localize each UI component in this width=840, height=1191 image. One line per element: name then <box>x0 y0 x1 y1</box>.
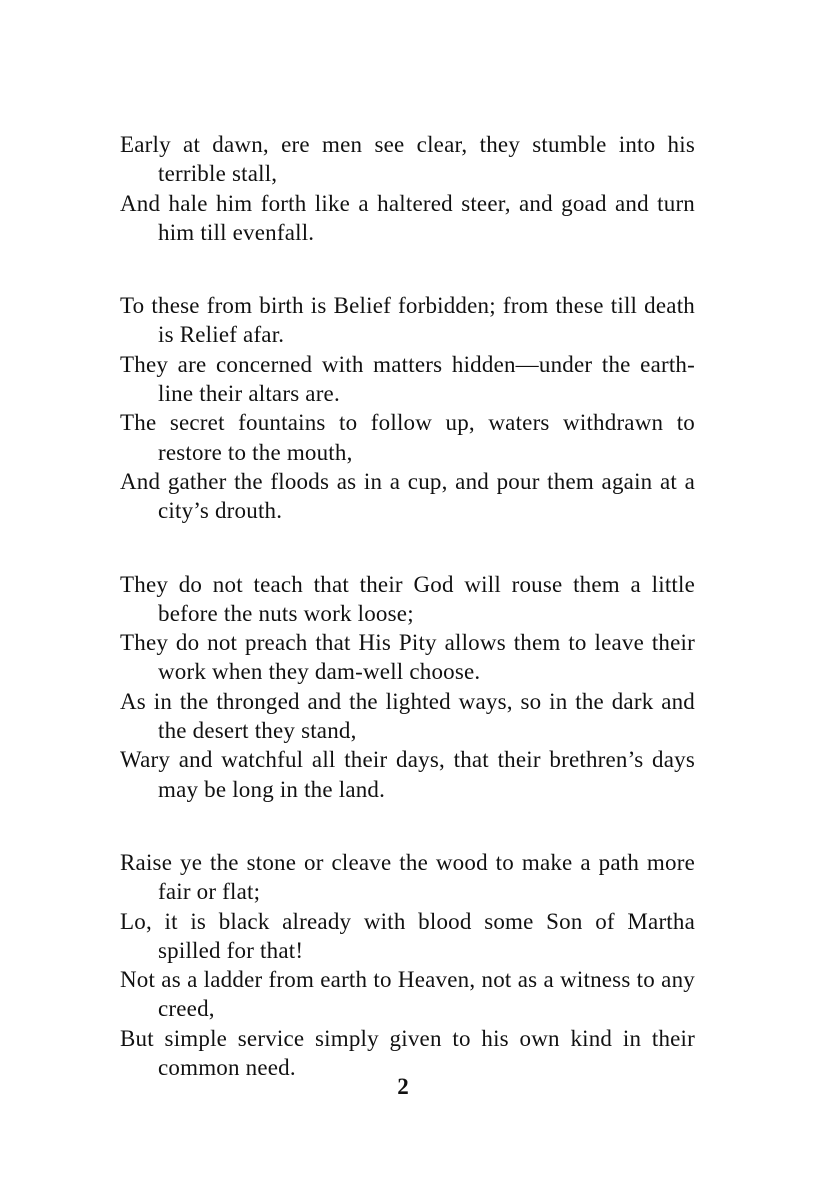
verse-line: To these from birth is Belief forbidden; from these till death is Relief afar. <box>120 293 695 348</box>
verse-line: Not as a ladder from earth to Heaven, not as a witness to any creed, <box>120 967 695 1022</box>
verse-line: Wary and watchful all their days, that their brethren’s days may be long in the land. <box>120 747 695 802</box>
verse-line: And hale him forth like a haltered steer, and goad and turn him till evenfall. <box>120 190 695 245</box>
verse-line: But simple service simply given to his own kind in their common need. <box>120 1025 695 1081</box>
verse-line: They do not preach that His Pity allows them to leave their work when they dam-well choose. <box>120 630 695 685</box>
verse-line: They do not teach that their God will rouse them a little before the nuts work loose; <box>120 571 695 626</box>
verse-line: They are concerned with matters hidden—under the earth-line their altars are. <box>120 351 695 407</box>
stanza-1 <box>120 130 695 247</box>
stanza-2 <box>120 291 695 525</box>
verse-line: Lo, it is black already with blood some Son of Martha spilled for that! <box>120 908 695 963</box>
poem-text <box>120 130 695 1082</box>
stanza-4 <box>120 848 695 1082</box>
page-number: 2 <box>397 1074 409 1099</box>
verse-line: The secret fountains to follow up, waters withdrawn to restore to the mouth, <box>120 410 695 465</box>
verse-line: Raise ye the stone or cleave the wood to make a path more fair or flat; <box>120 849 695 905</box>
verse-line: Early at dawn, ere men see clear, they stumble into his terrible stall, <box>120 132 695 187</box>
verse-line: As in the thronged and the lighted ways, so in the dark and the desert they stand, <box>120 688 695 744</box>
stanza-3 <box>120 570 695 804</box>
verse-line: And gather the floods as in a cup, and pour them again at a city’s drouth. <box>120 468 695 524</box>
